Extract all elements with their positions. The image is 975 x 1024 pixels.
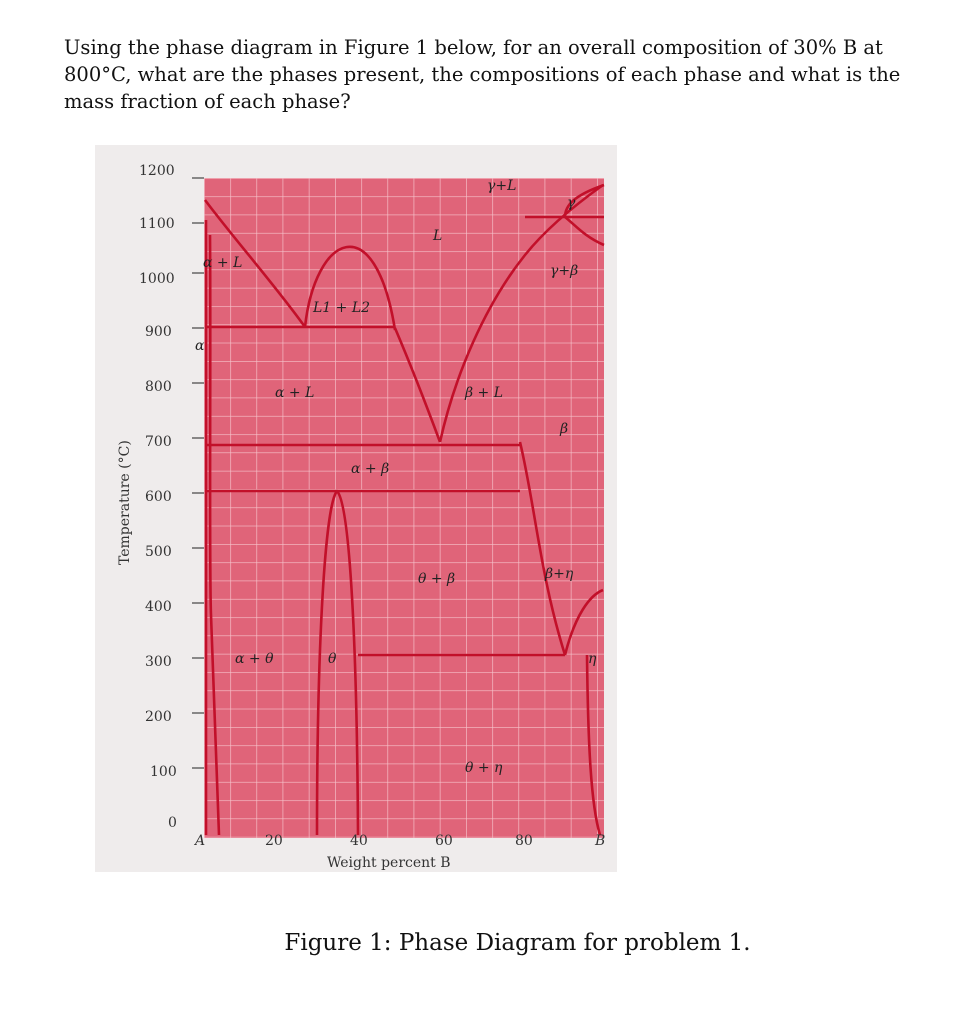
region-alpha-l-upper: α + L <box>203 255 243 271</box>
phase-diagram-figure <box>95 145 617 872</box>
x-tick-40: 40 <box>350 833 368 849</box>
x-axis-title: Weight percent B <box>327 855 451 871</box>
region-l1-l2: L1 + L2 <box>313 300 371 316</box>
region-beta-l: β + L <box>465 385 504 401</box>
y-axis-title: Temperature (°C) <box>117 440 133 565</box>
y-tick-800: 800 <box>145 379 172 395</box>
y-tick-1100: 1100 <box>139 216 175 232</box>
y-tick-300: 300 <box>145 654 172 670</box>
x-tick-20: 20 <box>265 833 283 849</box>
y-tick-700: 700 <box>145 434 172 450</box>
region-liquid: L <box>433 228 443 244</box>
region-theta: θ <box>328 651 337 667</box>
region-beta: β <box>560 421 569 437</box>
y-tick-900: 900 <box>145 324 172 340</box>
region-gamma: γ <box>567 195 576 211</box>
phase-diagram-svg <box>95 145 617 872</box>
y-tick-600: 600 <box>145 489 172 505</box>
region-theta-eta: θ + η <box>465 760 503 776</box>
region-eta: η <box>588 651 597 667</box>
region-alpha-l-lower: α + L <box>275 385 315 401</box>
region-beta-eta: β+η <box>545 566 574 582</box>
region-alpha-theta: α + θ <box>235 651 274 667</box>
y-tick-500: 500 <box>145 544 172 560</box>
x-tick-a: A <box>195 833 206 849</box>
y-tick-100: 100 <box>150 764 177 780</box>
x-tick-60: 60 <box>435 833 453 849</box>
region-alpha-beta: α + β <box>351 461 390 477</box>
region-gamma-beta: γ+β <box>550 263 579 279</box>
question-text: Using the phase diagram in Figure 1 below, for an overall composition of 30% B at 800°C, what are the phases present, the compositions of each phase and what is the mass fraction of each phase? <box>64 36 901 113</box>
y-tick-400: 400 <box>145 599 172 615</box>
x-tick-80: 80 <box>515 833 533 849</box>
region-theta-beta: θ + β <box>418 571 456 587</box>
y-tick-1200: 1200 <box>139 163 175 179</box>
plot-grid <box>204 178 604 838</box>
x-tick-b: B <box>595 833 606 849</box>
region-gamma-l: γ+L <box>487 178 517 194</box>
y-tick-200: 200 <box>145 709 172 725</box>
y-tick-1000: 1000 <box>139 271 175 287</box>
y-tick-0: 0 <box>168 815 177 831</box>
region-alpha: α <box>195 338 205 354</box>
figure-caption: Figure 1: Phase Diagram for problem 1. <box>284 930 751 956</box>
